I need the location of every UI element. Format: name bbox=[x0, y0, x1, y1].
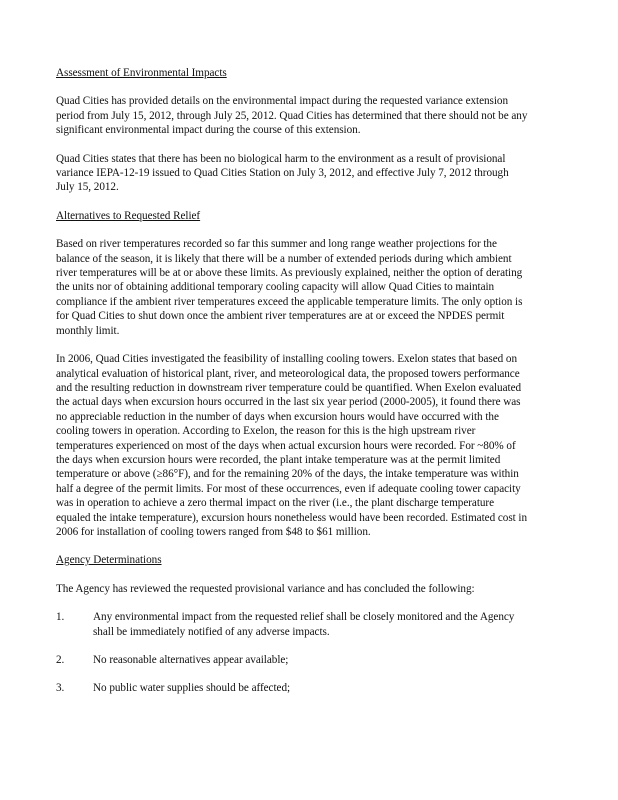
list-item bbox=[56, 610, 528, 639]
paragraph-no-biological-harm: Quad Cities states that there has been no biological harm to the environment as a result of provisional variance IEPA-12-19 issued to Quad Cities Station on July 3, 2012, and effective July 7, 2012 through July 15, 2012. bbox=[56, 152, 509, 194]
list-item bbox=[56, 653, 528, 667]
determinations-list bbox=[56, 610, 528, 696]
section-heading-environmental-impacts: Assessment of Environmental Impacts bbox=[56, 67, 227, 79]
list-item-text: No public water supplies should be affected; bbox=[93, 682, 291, 695]
list-item-text: No reasonable alternatives appear available; bbox=[93, 654, 289, 666]
list-item bbox=[56, 681, 528, 695]
list-item-text: Any environmental impact from the requested relief shall be closely monitored and the Agency shall be immediately notified of any adverse impacts. bbox=[93, 611, 515, 638]
section-heading-agency-determinations: Agency Determinations bbox=[56, 554, 162, 567]
paragraph-river-temperatures: Based on river temperatures recorded so far this summer and long range weather projections for the balance of the season, it is likely that there will be a number of extended periods during which ambient river temperatures will be at or above these limits. As previously explained, neither the option of derating the units nor of obtaining additional temporary cooling capacity will allow Quad Cities to maintain compliance if the ambient river temperatures exceed the applicable temperature limits. The only option is for Quad Cities to shut down once the ambient river temperatures are at or exceed the NPDES permit monthly limit. bbox=[56, 238, 523, 337]
paragraph-cooling-towers: In 2006, Quad Cities investigated the feasibility of installing cooling towers. Exelon states that based on analytical evaluation of historical plant, river, and meteorological data, the proposed towers performance and the resulting reduction in downstream river temperature could be quantified. When Exelon evaluated the actual days when excursion hours occurred in the last six year period (2000-2005), it found there was no appreciable reduction in the number of days when excursion hours would have occurred with the cooling towers in operation. According to Exelon, the reason for this is the high upstream river temperatures experienced on most of the days when actual excursion hours were recorded. For ~80% of the days when excursion hours were recorded, the plant intake temperature was at the permit limited temperature or above (≥86°F), and for the remaining 20% of the days, the intake temperature was within half a degree of the permit limits. For most of these occurrences, even if adequate cooling tower capacity was in operation to achieve a zero thermal impact on the river (i.e., the plant discharge temperature equaled the intake temperature), excursion hours nonetheless would have been recorded. Estimated cost in 2006 for installation of cooling towers ranged from $48 to $61 million. bbox=[56, 353, 528, 538]
list-item-number: 2. bbox=[56, 654, 65, 666]
list-item-number: 1. bbox=[56, 611, 65, 624]
paragraph-agency-intro: The Agency has reviewed the requested provisional variance and has concluded the following: bbox=[56, 582, 475, 595]
document-page bbox=[56, 66, 528, 710]
section-heading-alternatives: Alternatives to Requested Relief bbox=[56, 209, 201, 222]
paragraph-variance-extension-impact: Quad Cities has provided details on the environmental impact during the requested variance extension period from July 15, 2012, through July 25, 2012. Quad Cities has determined that there should not be any significant environmental impact during the course of this extension. bbox=[56, 95, 528, 137]
list-item-number: 3. bbox=[56, 682, 65, 695]
